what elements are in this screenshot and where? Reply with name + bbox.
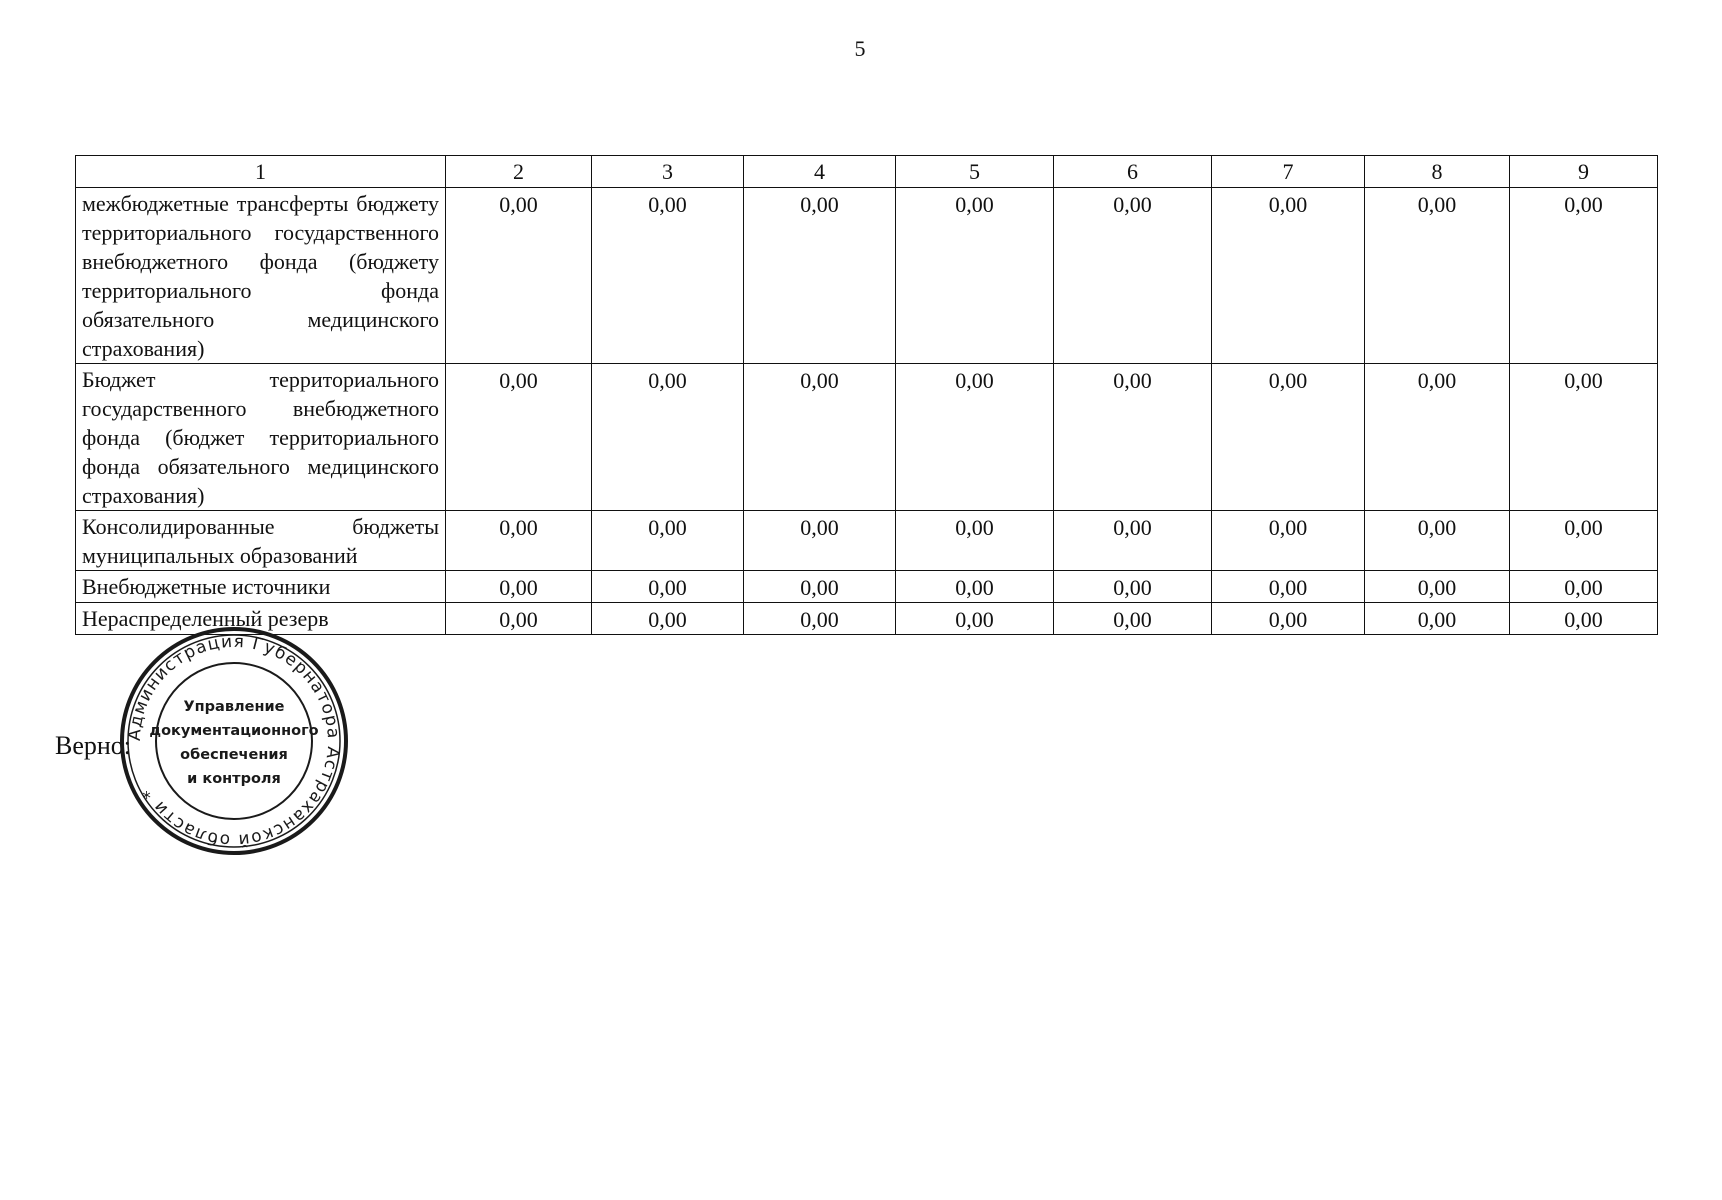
cell-value: 0,00: [1365, 364, 1510, 511]
cell-value: 0,00: [446, 511, 592, 571]
column-header-2: 2: [446, 156, 592, 188]
column-header-3: 3: [592, 156, 744, 188]
cell-value: 0,00: [1212, 188, 1365, 364]
cell-value: 0,00: [1212, 364, 1365, 511]
cell-value: 0,00: [1365, 571, 1510, 603]
cell-value: 0,00: [1510, 511, 1658, 571]
cell-value: 0,00: [744, 571, 896, 603]
cell-value: 0,00: [1510, 571, 1658, 603]
cell-value: 0,00: [896, 571, 1054, 603]
cell-value: 0,00: [1212, 571, 1365, 603]
column-header-4: 4: [744, 156, 896, 188]
cell-value: 0,00: [1054, 603, 1212, 635]
cell-value: 0,00: [744, 603, 896, 635]
cell-value: 0,00: [592, 603, 744, 635]
table-row: [76, 364, 1658, 511]
cell-value: 0,00: [446, 571, 592, 603]
table-row: [76, 511, 1658, 571]
stamp-ring-text: [125, 632, 343, 850]
table-row: [76, 188, 1658, 364]
stamp-center-text: [149, 699, 318, 787]
row-label: межбюджетные трансферты бюджету территориального государственного внебюджетного фонда (бюджету территориального фонда обязательного медицинского страхования): [76, 188, 446, 364]
cell-value: 0,00: [1365, 511, 1510, 571]
page-number: 5: [854, 36, 866, 61]
stamp-line-1: Управление: [183, 699, 285, 715]
stamp-ring-textpath: Администрация Губернатора Астраханской области *: [124, 631, 344, 851]
table-body: [76, 188, 1658, 635]
cell-value: 0,00: [744, 188, 896, 364]
cell-value: 0,00: [896, 364, 1054, 511]
column-header-7: 7: [1212, 156, 1365, 188]
cell-value: 0,00: [744, 511, 896, 571]
table-header-row: [76, 156, 1658, 188]
cell-value: 0,00: [1054, 364, 1212, 511]
cell-value: 0,00: [592, 511, 744, 571]
row-label: Нераспределенный резерв: [76, 603, 446, 635]
cell-value: 0,00: [1510, 188, 1658, 364]
official-stamp: [118, 625, 350, 857]
cell-value: 0,00: [592, 571, 744, 603]
verno-label: Верно:: [55, 731, 132, 760]
cell-value: 0,00: [446, 364, 592, 511]
stamp-line-2: документационного: [149, 723, 319, 739]
budget-table: [75, 155, 1658, 635]
cell-value: 0,00: [744, 364, 896, 511]
cell-value: 0,00: [1212, 511, 1365, 571]
column-header-9: 9: [1510, 156, 1658, 188]
column-header-5: 5: [896, 156, 1054, 188]
table-row: [76, 571, 1658, 603]
cell-value: 0,00: [1510, 364, 1658, 511]
cell-value: 0,00: [1212, 603, 1365, 635]
row-label: Бюджет территориального государственного внебюджетного фонда (бюджет территориального фонда обязательного медицинского страхования): [76, 364, 446, 511]
row-label: Внебюджетные источники: [76, 571, 446, 603]
cell-value: 0,00: [896, 603, 1054, 635]
stamp-line-3: обеспечения: [180, 747, 288, 763]
cell-value: 0,00: [1365, 188, 1510, 364]
cell-value: 0,00: [1054, 188, 1212, 364]
cell-value: 0,00: [592, 188, 744, 364]
cell-value: 0,00: [1054, 511, 1212, 571]
cell-value: 0,00: [1510, 603, 1658, 635]
cell-value: 0,00: [446, 603, 592, 635]
cell-value: 0,00: [592, 364, 744, 511]
cell-value: 0,00: [446, 188, 592, 364]
cell-value: 0,00: [896, 511, 1054, 571]
cell-value: 0,00: [896, 188, 1054, 364]
row-label: Консолидированные бюджеты муниципальных образований: [76, 511, 446, 571]
column-header-8: 8: [1365, 156, 1510, 188]
cell-value: 0,00: [1365, 603, 1510, 635]
cell-value: 0,00: [1054, 571, 1212, 603]
column-header-6: 6: [1054, 156, 1212, 188]
stamp-line-4: и контроля: [187, 771, 281, 787]
column-header-1: 1: [76, 156, 446, 188]
